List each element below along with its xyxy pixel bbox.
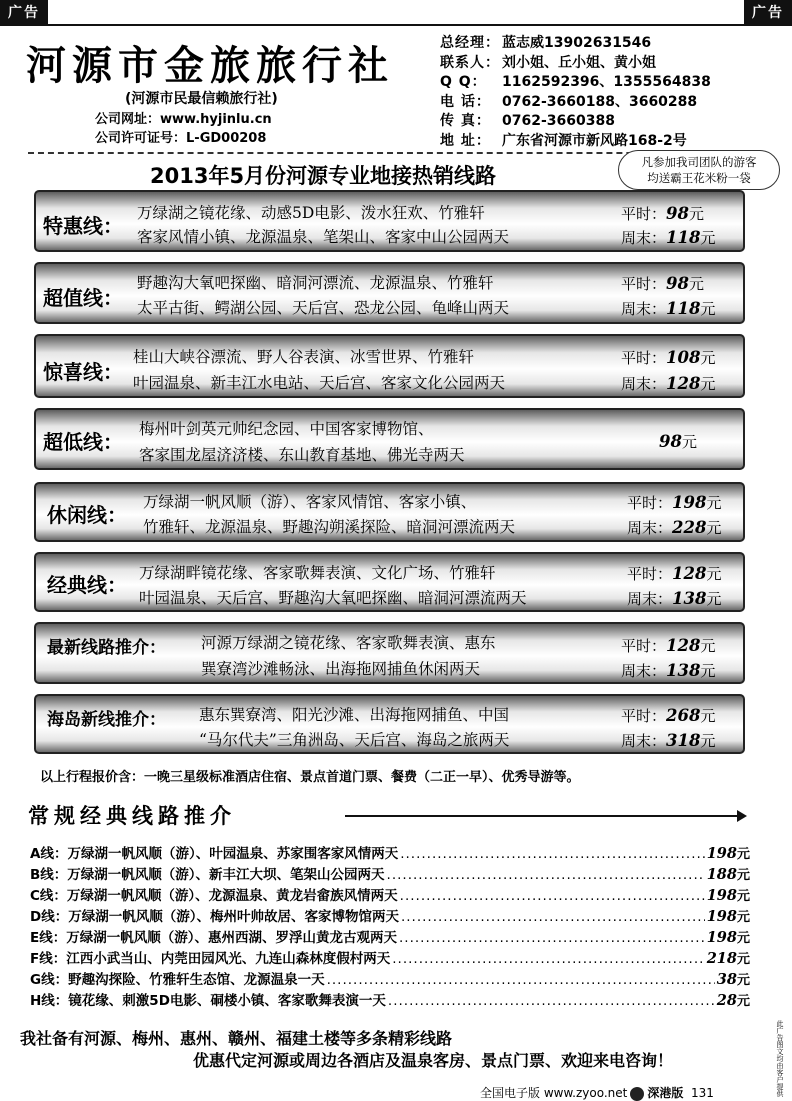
weekend-price: 周末：118元 <box>621 299 716 318</box>
contact-value: 广东省河源市新风路168-2号 <box>502 132 687 149</box>
route-card-surprise <box>34 334 745 398</box>
weekday-price: 平时：268元 <box>621 706 716 725</box>
license-label: 公司许可证号： <box>95 131 187 146</box>
price-unit: 元 <box>736 847 750 862</box>
weekday-price: 平时：128元 <box>627 564 722 583</box>
price-unit: 元 <box>736 973 750 988</box>
route-line1: 惠东巽寮湾、阳光沙滩、出海拖网捕鱼、中国 <box>199 706 510 724</box>
contact-persons <box>440 54 711 74</box>
website-link[interactable]: www.hyjinlu.cn <box>160 112 272 127</box>
page-title: 2013年5月份河源专业地接热销线路 <box>150 164 497 188</box>
regular-route-f <box>30 947 750 967</box>
regular-route-price: 188 <box>706 866 737 883</box>
regular-route-text: A线：万绿湖一帆风顺（游）、叶园温泉、苏家围客家风情两天 <box>30 846 399 862</box>
side-disclaimer: 此广告图文均由客户提供 <box>776 1020 784 1097</box>
price-unit: 元 <box>736 868 750 883</box>
regular-route-price: 218 <box>706 950 737 967</box>
weekday-price: 平时：108元 <box>621 348 716 367</box>
route-card-classic <box>34 552 745 612</box>
dot-leader <box>401 909 705 925</box>
regular-route-price: 198 <box>706 887 737 904</box>
weekday-price: 平时：98元 <box>621 204 704 223</box>
route-line2: 客家围龙屋济济楼、东山教育基地、佛光寺两天 <box>139 446 465 464</box>
company-name: 河源市金旅旅行社 <box>26 43 394 89</box>
top-rule <box>0 24 792 26</box>
regular-route-b <box>30 863 750 883</box>
contact-fax <box>440 112 711 132</box>
ad-tag-right: 广告 <box>744 0 792 24</box>
contact-value: 蓝志威13902631546 <box>502 35 652 51</box>
dot-leader <box>399 930 705 946</box>
gift-note-line1: 凡参加我司团队的游客 <box>641 155 757 169</box>
dot-leader <box>400 846 705 862</box>
dot-leader <box>387 867 705 883</box>
company-slogan: (河源市民最信赖旅行社) <box>125 91 278 107</box>
route-label: 海岛新线推介： <box>47 710 166 730</box>
weekend-price: 周末：318元 <box>621 731 716 750</box>
weekday-price: 平时：128元 <box>621 636 716 655</box>
license-row <box>95 127 266 146</box>
weekend-price: 周末：118元 <box>621 228 716 247</box>
gift-note-line2: 均送霸王花米粉一袋 <box>647 171 751 185</box>
regular-route-g <box>30 968 750 988</box>
contact-label: 地 址： <box>440 132 491 149</box>
regular-route-a <box>30 842 750 862</box>
footer-edition: 深港版 <box>647 1086 684 1100</box>
route-line2: 客家风情小镇、龙源温泉、笔架山、客家中山公园两天 <box>137 228 510 246</box>
route-line1: 万绿湖一帆风顺（游）、客家风情馆、客家小镇、 <box>143 493 477 511</box>
weekend-price: 周末：138元 <box>621 661 716 680</box>
route-line1: 河源万绿湖之镜花缘、客家歌舞表演、惠东 <box>201 634 496 652</box>
route-line2: 太平古街、鳄湖公园、天后宫、恐龙公园、龟峰山两天 <box>137 299 510 317</box>
route-line1: 野趣沟大氧吧探幽、暗洞河漂流、龙源温泉、竹雅轩 <box>137 274 494 292</box>
price-unit: 元 <box>736 994 750 1009</box>
regular-route-price: 198 <box>706 929 737 946</box>
price-unit: 元 <box>736 889 750 904</box>
weekend-price: 周末：228元 <box>627 518 722 537</box>
route-price: 98元 <box>659 432 697 451</box>
regular-route-h <box>30 989 750 1009</box>
regular-routes-title: 常规经典线路推介 <box>28 804 236 828</box>
contact-value: 0762-3660388 <box>502 113 615 129</box>
gift-note-bubble <box>618 150 780 190</box>
contact-manager <box>440 34 711 54</box>
regular-route-text: E线：万绿湖一帆风顺（游）、惠州西湖、罗浮山黄龙古观两天 <box>30 930 397 946</box>
page-footer <box>480 1084 714 1101</box>
route-line1: 万绿湖畔镜花缘、客家歌舞表演、文化广场、竹雅轩 <box>139 564 496 582</box>
price-inclusion-note: 以上行程报价含：一晚三星级标准酒店住宿、景点首道门票、餐费（二正一早）、优秀导游等。 <box>40 770 580 785</box>
regular-route-text: D线：万绿湖一帆风顺（游）、梅州叶帅故居、客家博物馆两天 <box>30 909 399 925</box>
regular-route-c <box>30 884 750 904</box>
regular-route-price: 198 <box>706 845 737 862</box>
route-card-leisure <box>34 482 745 542</box>
contact-block <box>440 34 711 151</box>
regular-route-text: B线：万绿湖一帆风顺（游）、新丰江大坝、笔架山公园两天 <box>30 867 385 883</box>
closing-line-2: 优惠代定河源或周边各酒店及温泉客房、景点门票、欢迎来电咨询！ <box>193 1051 674 1070</box>
dot-leader <box>400 888 705 904</box>
contact-label: 总经理： <box>440 35 500 51</box>
route-card-lowest <box>34 408 745 470</box>
contact-value: 0762-3660188、3660288 <box>502 93 698 110</box>
weekday-price: 平时：198元 <box>627 493 722 512</box>
regular-route-price: 28 <box>716 992 737 1009</box>
contact-phone <box>440 93 711 113</box>
route-label: 超低线： <box>43 430 123 454</box>
contact-label: 电 话： <box>440 93 491 110</box>
route-line2: 竹雅轩、龙源温泉、野趣沟朔溪探险、暗洞河漂流两天 <box>143 518 516 536</box>
route-line2: 巽寮湾沙滩畅泳、出海拖网捕鱼休闲两天 <box>201 660 481 678</box>
dot-leader <box>392 951 704 967</box>
regular-route-text: H线：镜花缘、刺激5D电影、硐楼小镇、客家歌舞表演一天 <box>30 993 386 1009</box>
contact-address <box>440 132 711 152</box>
regular-route-text: F线：江西小武当山、内莞田园风光、九连山森林度假村两天 <box>30 951 391 967</box>
route-card-island <box>34 694 745 754</box>
route-label: 休闲线： <box>47 503 127 527</box>
route-card-special <box>34 190 745 252</box>
website-row <box>95 108 272 127</box>
weekday-price: 平时：98元 <box>621 274 704 293</box>
contact-value: 1162592396、1355564838 <box>502 74 711 90</box>
regular-route-e <box>30 926 750 946</box>
route-line1: 桂山大峡谷漂流、野人谷表演、冰雪世界、竹雅轩 <box>133 348 475 366</box>
contact-label: 联系人： <box>440 54 500 71</box>
website-label: 公司网址： <box>95 112 161 127</box>
route-label: 经典线： <box>47 573 127 597</box>
route-line2: 叶园温泉、新丰江水电站、天后宫、客家文化公园两天 <box>133 374 506 392</box>
footer-site[interactable]: 全国电子版 www.zyoo.net <box>480 1086 628 1100</box>
route-line2: “马尔代夫”三角洲岛、天后宫、海岛之旅两天 <box>199 731 510 749</box>
closing-line-1: 我社备有河源、梅州、惠州、赣州、福建土楼等多条精彩线路 <box>20 1029 453 1048</box>
price-unit: 元 <box>736 931 750 946</box>
arrow-right-icon <box>345 815 745 817</box>
regular-route-text: C线：万绿湖一帆风顺（游）、龙源温泉、黄龙岩畲族风情两天 <box>30 888 398 904</box>
contact-qq <box>440 73 711 93</box>
weekend-price: 周末：128元 <box>621 374 716 393</box>
route-label: 特惠线： <box>43 214 123 238</box>
ad-tag-left: 广告 <box>0 0 48 24</box>
regular-route-price: 38 <box>716 971 737 988</box>
regular-route-price: 198 <box>706 908 737 925</box>
price-unit: 元 <box>736 952 750 967</box>
page-number: 131 <box>691 1086 714 1100</box>
contact-value: 刘小姐、丘小姐、黄小姐 <box>502 54 656 71</box>
route-label: 最新线路推介： <box>47 638 166 658</box>
price-unit: 元 <box>736 910 750 925</box>
route-line2: 叶园温泉、天后宫、野趣沟大氧吧探幽、暗洞河漂流两天 <box>139 589 527 607</box>
route-card-value <box>34 262 745 324</box>
regular-route-text: G线：野趣沟探险、竹雅轩生态馆、龙源温泉一天 <box>30 972 325 988</box>
route-line1: 万绿湖之镜花缘、动感5D电影、泼水狂欢、竹雅轩 <box>137 204 485 222</box>
dot-leader <box>388 993 715 1009</box>
contact-label: Q Q： <box>440 74 487 90</box>
weekend-price: 周末：138元 <box>627 589 722 608</box>
contact-label: 传 真： <box>440 113 491 129</box>
license-number: L-GD00208 <box>186 131 267 146</box>
regular-route-d <box>30 905 750 925</box>
emblem-icon <box>630 1087 644 1101</box>
route-label: 超值线： <box>43 286 123 310</box>
route-line1: 梅州叶剑英元帅纪念园、中国客家博物馆、 <box>139 420 434 438</box>
dot-leader <box>327 972 715 988</box>
route-label: 惊喜线： <box>43 360 123 384</box>
route-card-newest <box>34 622 745 684</box>
